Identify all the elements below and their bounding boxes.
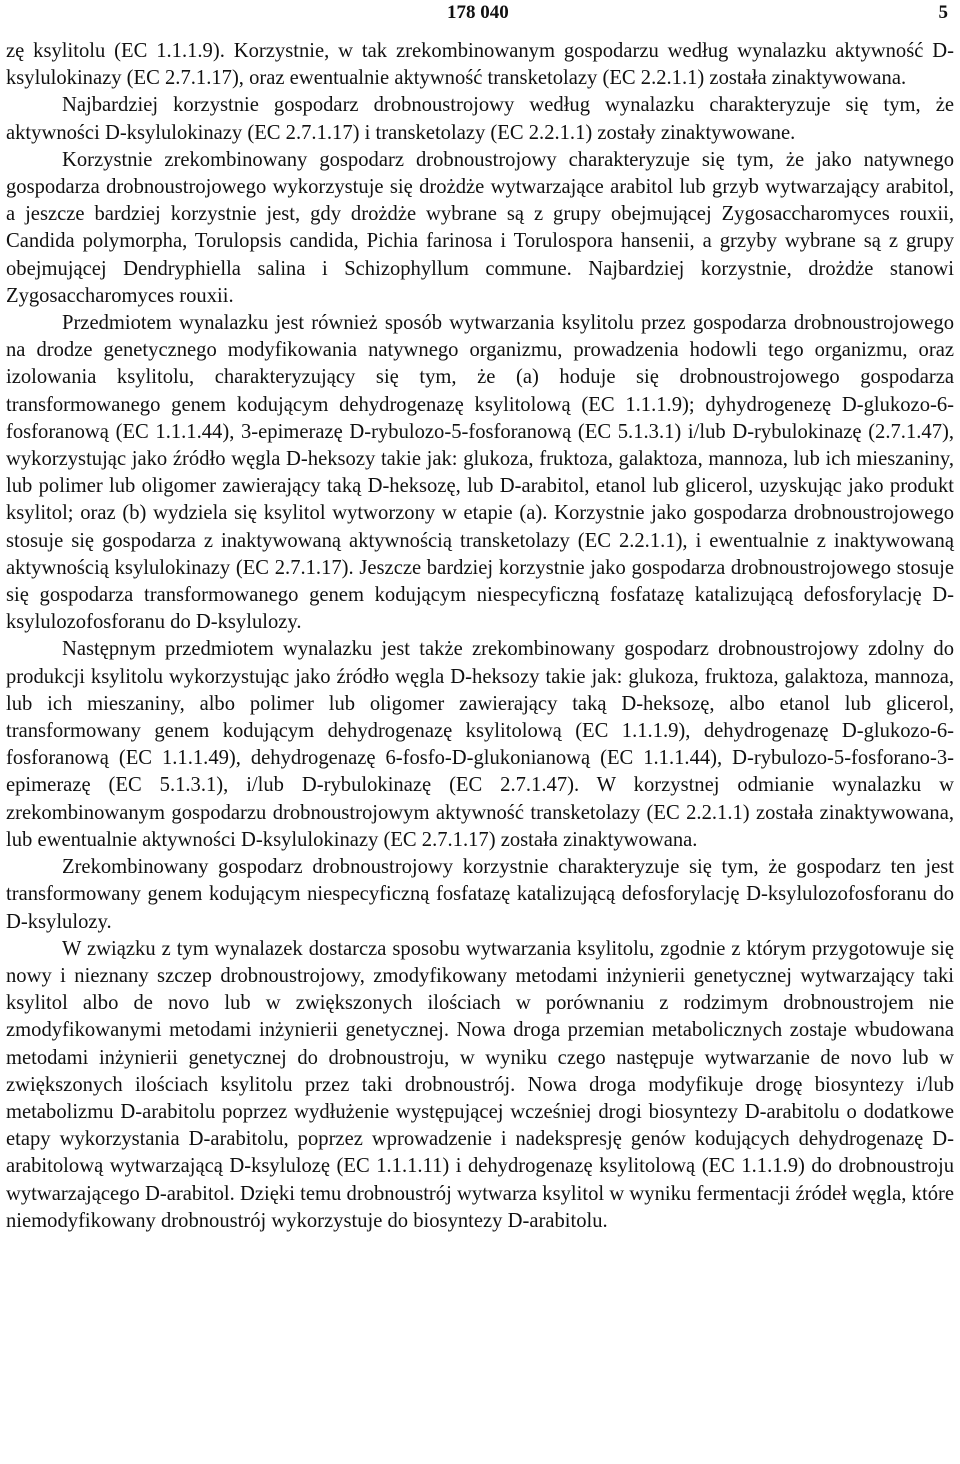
paragraph: Przedmiotem wynalazku jest również sposób wytwarzania ksylitolu przez gospodarza drobnoustrojowego na drodze genetycznego modyfikowania natywnego organizmu, prowadzenia hodowli tego organizmu, oraz izolowania ksylitolu, charakteryzujący się tym, że (a) hoduje się drobnoustrojowego gospodarza transformowanego genem kodującym dehydrogenazę ksylitolową (EC 1.1.1.9); dyhydrogenezę D-glukozo-6-fosforanową (EC 1.1.1.44), 3-epimerazę D-rybulozo-5-fosforanową (EC 5.1.3.1) i/lub D-rybulokinazę (2.7.1.47), wykorzystując jako źródło węgla D-heksozy takie jak: glukoza, fruktoza, galaktoza, mannoza, lub ich mieszaniny, lub polimer lub oligomer zawierający taką D-heksozę, lub D-arabitol, etanol lub glicerol, uzyskując jako produkt ksylitol; oraz (b) wydziela się ksylitol wytworzony w etapie (a). Korzystnie jako gospodarza drobnoustrojowego stosuje się gospodarza z inaktywowaną aktywnością transketolazy (EC 2.2.1.1), i ewentualnie z inaktywowaną aktywnością ksylulokinazy (EC 2.7.1.17). Jeszcze bardziej korzystnie jako gospodarza drobnoustrojowego stosuje się gospodarza transformowanego genem kodującym niespecyficzną fosfatazę katalizującą defosforylację D-ksylulozofosforanu do D-ksylulozy. <box>6 312 954 634</box>
page-header <box>0 2 960 32</box>
paragraph: W związku z tym wynalazek dostarcza sposobu wytwarzania ksylitolu, zgodnie z którym przygotowuje się nowy i nieznany szczep drobnoustrojowy, zmodyfikowany metodami inżynierii genetycznej wytwarzający taki ksylitol albo de novo lub w zwiększonych ilościach w porównaniu z rodzimym drobnoustrojem nie zmodyfikowanymi metodami inżynierii genetycznej. Nowa droga przemian metabolicznych zostaje wbudowana metodami inżynierii genetycznej do drobnoustroju, w wyniku czego następuje wytwarzanie de novo lub w zwiększonych ilościach ksylitolu przez taki drobnoustrój. Nowa droga modyfikuje drogę biosyntezy i/lub metabolizmu D-arabitolu poprzez wydłużenie występującej wcześniej drogi biosyntezy D-arabitolu o dodatkowe etapy wykorzystania D-arabitolu, poprzez wprowadzenie i nadekspresję genów kodujących dehydrogenazę D-arabitolową wytwarzającą D-ksylulozę (EC 1.1.1.11) i dehydrogenazę ksylitolową (EC 1.1.1.9) do drobnoustroju wytwarzającego D-arabitol. Dzięki temu drobnoustrój wytwarza ksylitol w wyniku fermentacji źródeł węgla, które niemodyfikowany drobnoustrój wykorzystuje do biosyntezy D-arabitolu. <box>6 937 954 1232</box>
paragraph: Najbardziej korzystnie gospodarz drobnoustrojowy według wynalazku charakteryzuje się tym, że aktywności D-ksylulokinazy (EC 2.7.1.17) i transketolazy (EC 2.2.1.1) zostały zinaktywowane. <box>6 94 954 144</box>
page-number: 5 <box>938 2 948 23</box>
document-number: 178 040 <box>447 2 509 23</box>
paragraph: zę ksylitolu (EC 1.1.1.9). Korzystnie, w tak zrekombinowanym gospodarzu według wynalazku aktywność D-ksylulokinazy (EC 2.7.1.17), oraz ewentualnie aktywność transketolazy (EC 2.2.1.1) została zinaktywowana. <box>6 40 954 90</box>
paragraph: Zrekombinowany gospodarz drobnoustrojowy korzystnie charakteryzuje się tym, że gospodarz ten jest transformowany genem kodującym niespecyficzną fosfatazę katalizującą defosforylację D-ksylulozofosforanu do D-ksylulozy. <box>6 856 954 933</box>
paragraph: Następnym przedmiotem wynalazku jest także zrekombinowany gospodarz drobnoustrojowy zdolny do produkcji ksylitolu wykorzystując jako źródło węgla D-heksozy takie jak: glukoza, fruktoza, galaktoza, mannoza, lub ich mieszaniny, albo polimer lub oligomer zawierający taką D-heksozę, albo etanol lub glicerol, transformowany genem kodującym dehydrogenazę ksylitolową (EC 1.1.1.9), dehydrogenazę D-glukozo-6-fosforanową (EC 1.1.1.49), dehydrogenazę 6-fosfo-D-glukonianową (EC 1.1.1.44), D-rybulozo-5-fosforano-3-epimerazę (EC 5.1.3.1), i/lub D-rybulokinazę (EC 2.7.1.47). W korzystnej odmianie wynalazku w zrekombinowanym gospodarzu drobnoustrojowym aktywność transketolazy (EC 2.2.1.1) została zinaktywowana, lub ewentualnie aktywności D-ksylulokinazy (EC 2.7.1.17) została zinaktywowana. <box>6 638 954 851</box>
paragraph: Korzystnie zrekombinowany gospodarz drobnoustrojowy charakteryzuje się tym, że jako natywnego gospodarza drobnoustrojowego wykorzystuje się drożdże wytwarzające arabitol lub grzyb wytwarzający arabitol, a jeszcze bardziej korzystnie jest, gdy drożdże wybrane są z grupy obejmującej Zygosaccharomyces rouxii, Candida polymorpha, Torulopsis candida, Pichia farinosa i Torulospora hansenii, a grzyby wybrane są z grupy obejmującej Dendryphiella salina i Schizophyllum commune. Najbardziej korzystnie, drożdże stanowi Zygosaccharomyces rouxii. <box>6 148 954 307</box>
body-text <box>6 38 954 1235</box>
